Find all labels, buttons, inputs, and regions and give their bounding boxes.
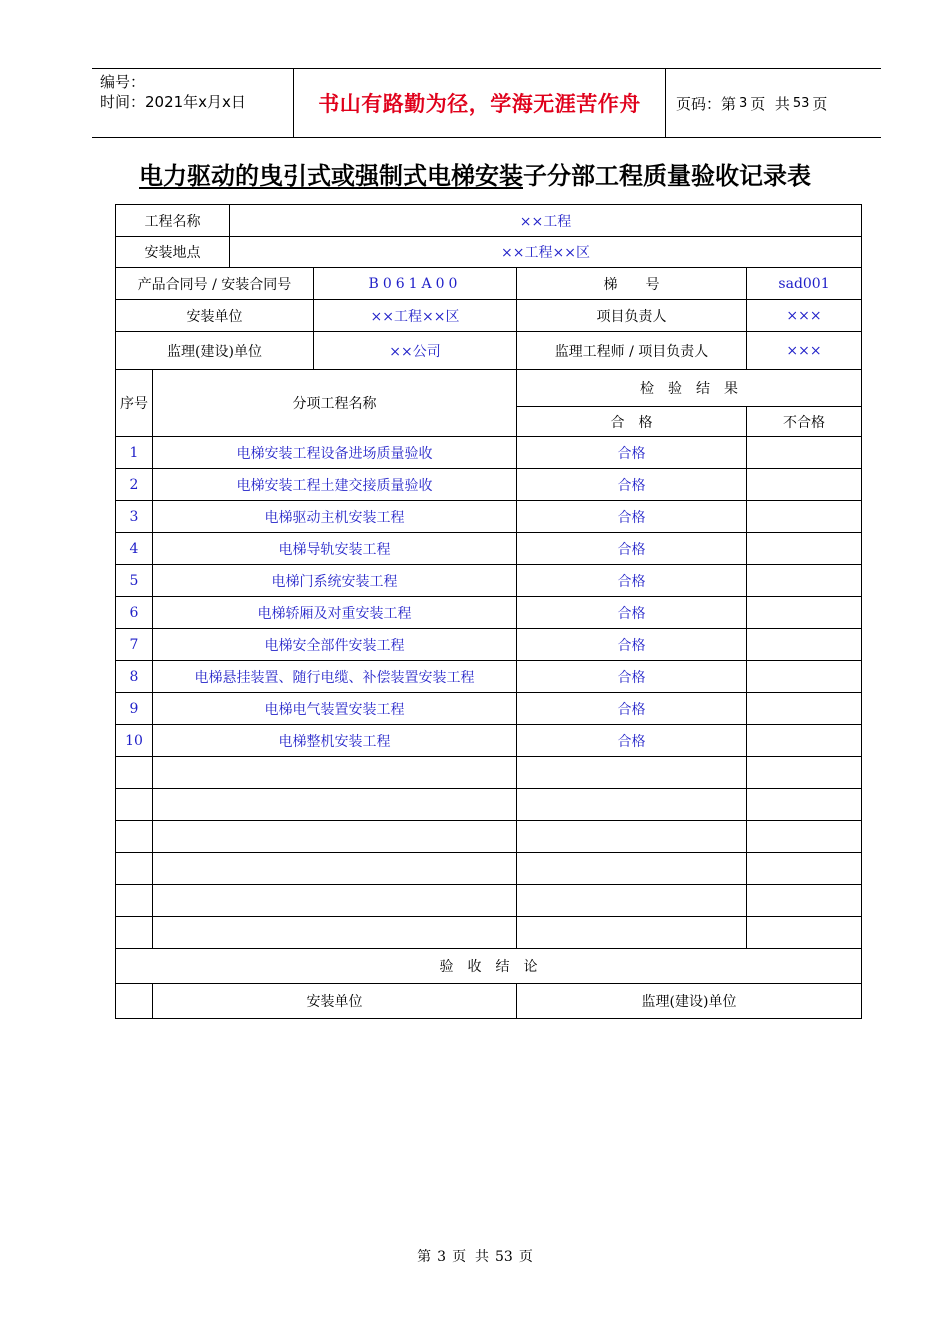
row-seq: 6 xyxy=(116,597,153,629)
table-row xyxy=(116,725,862,757)
row-pass: 合格 xyxy=(517,661,747,693)
location-value: ××工程××区 xyxy=(230,237,862,268)
pm-label: 项目负责人 xyxy=(517,300,747,332)
engineer-label: 监理工程师 / 项目负责人 xyxy=(517,332,747,370)
row-fail xyxy=(747,437,862,469)
install-unit-value: ××工程××区 xyxy=(314,300,517,332)
supervision-value: ××公司 xyxy=(314,332,517,370)
row-project-name xyxy=(116,205,862,237)
page-prefix: 页码：第 xyxy=(676,94,737,113)
row-seq: 1 xyxy=(116,437,153,469)
pass-header: 合 格 xyxy=(517,407,747,437)
row-pass xyxy=(517,853,747,885)
table-row xyxy=(116,469,862,501)
row-seq xyxy=(116,757,153,789)
seq-header: 序号 xyxy=(116,370,153,437)
row-contract xyxy=(116,268,862,300)
table-row xyxy=(116,789,862,821)
footer-prefix: 第 xyxy=(417,1249,432,1265)
row-seq xyxy=(116,917,153,949)
header-page-cell xyxy=(666,69,881,137)
pm-value: ××× xyxy=(747,300,862,332)
row-seq: 5 xyxy=(116,565,153,597)
time-label: 时间：2021年x月x日 xyxy=(100,93,246,111)
row-item-name: 电梯轿厢及对重安装工程 xyxy=(153,597,517,629)
supervision-label: 监理(建设)单位 xyxy=(116,332,314,370)
row-fail xyxy=(747,885,862,917)
footer-total: 53 xyxy=(495,1249,513,1265)
footer-mid: 页 共 xyxy=(452,1249,489,1265)
row-pass: 合格 xyxy=(517,469,747,501)
contract-value: B061A00 xyxy=(314,268,517,300)
table-row xyxy=(116,853,862,885)
row-fail xyxy=(747,693,862,725)
row-fail xyxy=(747,725,862,757)
row-fail xyxy=(747,565,862,597)
fail-header: 不合格 xyxy=(747,407,862,437)
table-row xyxy=(116,533,862,565)
row-seq xyxy=(116,853,153,885)
row-pass xyxy=(517,821,747,853)
row-seq: 9 xyxy=(116,693,153,725)
title-rest: 子分部工程质量验收记录表 xyxy=(523,162,811,190)
row-location xyxy=(116,237,862,268)
row-item-name: 电梯电气装置安装工程 xyxy=(153,693,517,725)
page-footer xyxy=(0,1246,950,1266)
row-pass xyxy=(517,917,747,949)
row-pass: 合格 xyxy=(517,725,747,757)
table-row xyxy=(116,597,862,629)
row-item-name xyxy=(153,885,517,917)
item-name-header: 分项工程名称 xyxy=(153,370,517,437)
row-pass: 合格 xyxy=(517,533,747,565)
row-seq: 8 xyxy=(116,661,153,693)
row-item-name xyxy=(153,789,517,821)
row-item-name: 电梯安装工程土建交接质量验收 xyxy=(153,469,517,501)
table-row xyxy=(116,917,862,949)
title-underlined: 电力驱动的曳引式或强制式电梯安装 xyxy=(139,162,523,190)
row-fail xyxy=(747,629,862,661)
row-pass: 合格 xyxy=(517,597,747,629)
code-label: 编号： xyxy=(100,73,146,91)
table-row xyxy=(116,565,862,597)
sign-install-unit: 安装单位 xyxy=(153,984,517,1019)
row-pass: 合格 xyxy=(517,629,747,661)
table-row xyxy=(116,661,862,693)
motto: 书山有路勤为径，学海无涯苦作舟 xyxy=(318,92,641,116)
row-item-name: 电梯门系统安装工程 xyxy=(153,565,517,597)
conclusion-label: 验 收 结 论 xyxy=(116,949,862,984)
row-item-name: 电梯整机安装工程 xyxy=(153,725,517,757)
row-seq: 10 xyxy=(116,725,153,757)
row-seq: 2 xyxy=(116,469,153,501)
contract-label: 产品合同号 / 安装合同号 xyxy=(116,268,314,300)
row-pass: 合格 xyxy=(517,437,747,469)
footer-suffix: 页 xyxy=(518,1249,533,1265)
table-row xyxy=(116,501,862,533)
row-item-name: 电梯安装工程设备进场质量验收 xyxy=(153,437,517,469)
row-seq xyxy=(116,821,153,853)
row-conclusion xyxy=(116,949,862,984)
row-item-name xyxy=(153,757,517,789)
install-unit-label: 安装单位 xyxy=(116,300,314,332)
row-seq: 4 xyxy=(116,533,153,565)
header-meta xyxy=(92,69,293,137)
result-header: 检 验 结 果 xyxy=(517,370,862,407)
header-motto-cell xyxy=(293,69,666,137)
row-install-unit xyxy=(116,300,862,332)
page-header xyxy=(92,68,881,138)
table-row xyxy=(116,629,862,661)
location-label: 安装地点 xyxy=(116,237,230,268)
project-name-label: 工程名称 xyxy=(116,205,230,237)
signature-blank-cell xyxy=(116,984,153,1019)
project-name-value: ××工程 xyxy=(230,205,862,237)
row-seq xyxy=(116,789,153,821)
row-fail xyxy=(747,757,862,789)
table-row xyxy=(116,885,862,917)
row-fail xyxy=(747,533,862,565)
page-mid: 页 共 xyxy=(750,94,790,113)
engineer-value: ××× xyxy=(747,332,862,370)
row-pass xyxy=(517,757,747,789)
row-fail xyxy=(747,789,862,821)
row-table-header xyxy=(116,370,862,407)
row-supervision xyxy=(116,332,862,370)
acceptance-record-table xyxy=(115,204,862,1019)
table-row xyxy=(116,693,862,725)
row-pass: 合格 xyxy=(517,501,747,533)
row-item-name xyxy=(153,917,517,949)
table-row xyxy=(116,757,862,789)
row-pass xyxy=(517,885,747,917)
row-item-name xyxy=(153,821,517,853)
row-item-name: 电梯安全部件安装工程 xyxy=(153,629,517,661)
row-item-name xyxy=(153,853,517,885)
table-row xyxy=(116,821,862,853)
row-fail xyxy=(747,469,862,501)
row-seq: 7 xyxy=(116,629,153,661)
row-fail xyxy=(747,821,862,853)
row-signatures xyxy=(116,984,862,1019)
row-item-name: 电梯驱动主机安装工程 xyxy=(153,501,517,533)
row-fail xyxy=(747,501,862,533)
row-item-name: 电梯悬挂装置、随行电缆、补偿装置安装工程 xyxy=(153,661,517,693)
row-seq xyxy=(116,885,153,917)
row-fail xyxy=(747,661,862,693)
sign-supervision-unit: 监理(建设)单位 xyxy=(517,984,862,1019)
page-suffix: 页 xyxy=(812,94,828,113)
elevator-no-label: 梯 号 xyxy=(517,268,747,300)
row-fail xyxy=(747,917,862,949)
page-total: 53 xyxy=(792,95,810,111)
elevator-no-value: sad001 xyxy=(747,268,862,300)
row-fail xyxy=(747,597,862,629)
row-pass xyxy=(517,789,747,821)
row-seq: 3 xyxy=(116,501,153,533)
row-item-name: 电梯导轨安装工程 xyxy=(153,533,517,565)
page-title xyxy=(0,156,950,191)
row-pass: 合格 xyxy=(517,693,747,725)
table-row xyxy=(116,437,862,469)
row-fail xyxy=(747,853,862,885)
row-pass: 合格 xyxy=(517,565,747,597)
footer-page: 3 xyxy=(437,1249,447,1265)
page-number: 3 xyxy=(739,95,748,111)
